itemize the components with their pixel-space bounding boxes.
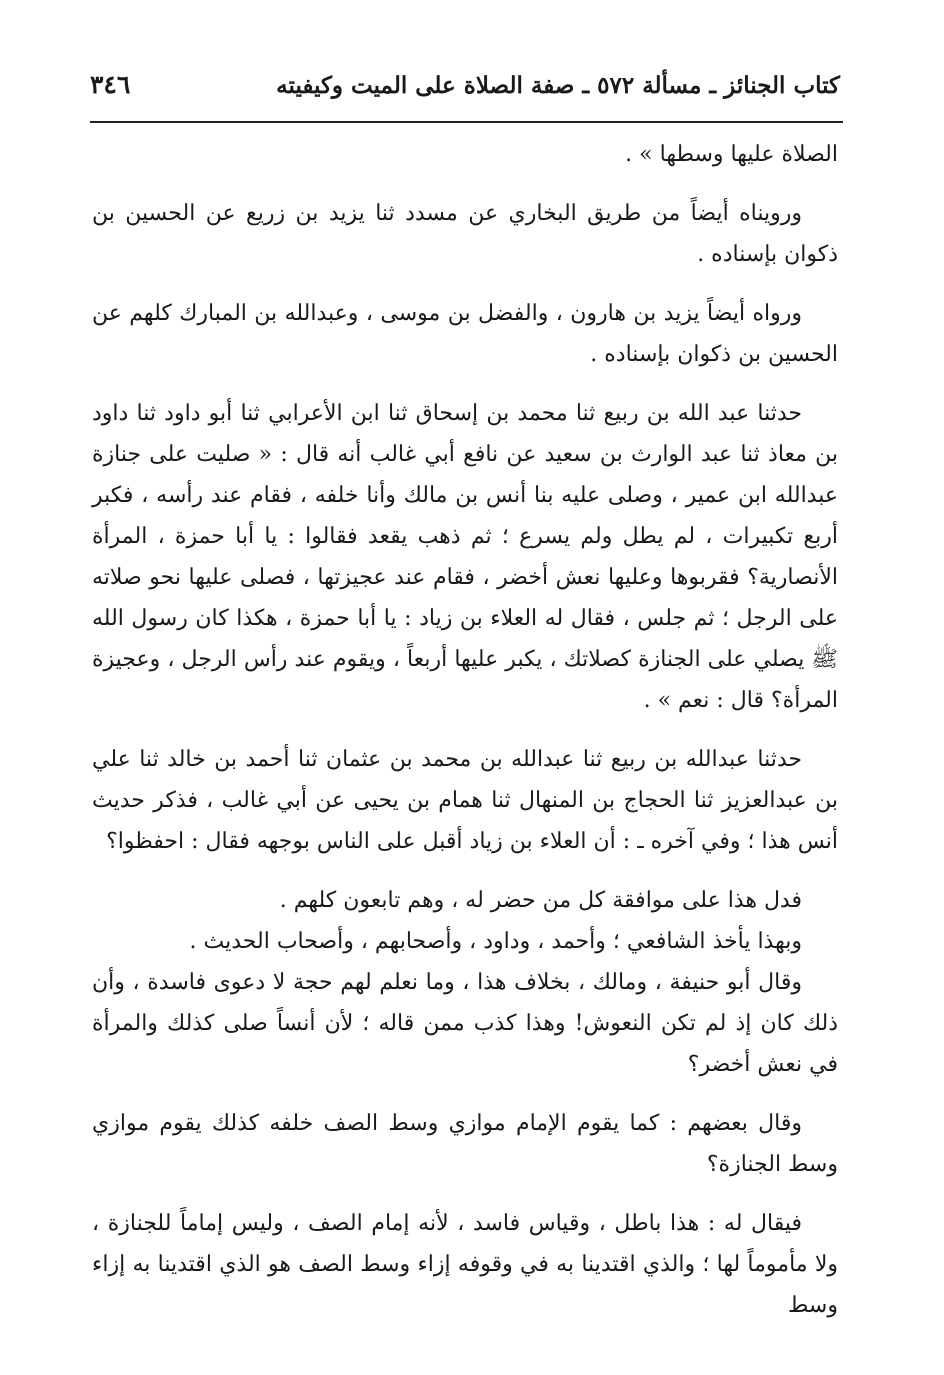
header-divider [90,121,843,123]
paragraph-5: حدثنا عبدالله بن ربيع ثنا عبدالله بن محمد بن عثمان ثنا أحمد بن خالد ثنا علي بن عبدالعزيز ثنا الحجاج بن المنهال ثنا همام بن يحيى عن أبي غالب ، فذكر حديث أنس هذا ؛ وفي آخره ـ : أن العلاء بن زياد أقبل على الناس بوجهه فقال : احفظوا؟ [92,747,838,854]
running-header [90,62,840,114]
paragraph-3: ورواه أيضاً يزيد بن هارون ، والفضل بن موسى ، وعبدالله بن المبارك كلهم عن الحسين بن ذكوان بإسناده . [92,301,838,367]
page-body [92,134,838,1326]
paragraph-8: وقال أبو حنيفة ، ومالك ، بخلاف هذا ، وما نعلم لهم حجة لا دعوى فاسدة ، وأن ذلك كان إذ لم تكن النعوش! وهذا كذب ممن قاله ؛ لأن أنساً صلى كذلك والمرأة في نعش أخضر؟ [92,970,838,1077]
paragraph-4: حدثنا عبد الله بن ربيع ثنا محمد بن إسحاق ثنا ابن الأعرابي ثنا أبو داود ثنا داود بن معاذ ثنا عبد الوارث بن سعيد عن نافع أبي غالب أنه قال : « صليت على جنازة عبدالله ابن عمير ، وصلى عليه بنا أنس بن مالك وأنا خلفه ، فقام عند رأسه ، فكبر أربع تكبيرات ، لم يطل ولم يسرع ؛ ثم ذهب يقعد فقالوا : يا أبا حمزة ، المرأة الأنصارية؟ فقربوها وعليها نعش أخضر ، فقام عند عجيزتها ، فصلى عليها نحو صلاته على الرجل ؛ ثم جلس ، فقال له العلاء بن زياد : يا أبا حمزة ، هكذا كان رسول الله ﷺ يصلي على الجنازة كصلاتك ، يكبر عليها أربعاً ، ويقوم عند رأس الرجل ، وعجيزة المرأة؟ قال : نعم » . [92,401,838,713]
page-number: ٣٤٦ [90,70,131,99]
running-header-title: كتاب الجنائز ـ مسألة ٥٧٢ ـ صفة الصلاة على الميت وكيفيته [276,72,840,99]
paragraph-9: وقال بعضهم : كما يقوم الإمام موازي وسط الصف خلفه كذلك يقوم موازي وسط الجنازة؟ [92,1111,838,1177]
paragraph-1: الصلاة عليها وسطها » . [625,142,838,167]
paragraph-10: فيقال له : هذا باطل ، وقياس فاسد ، لأنه إمام الصف ، وليس إماماً للجنازة ، ولا مأموماً لها ؛ والذي اقتدينا به في وقوفه إزاء وسط الصف هو الذي اقتدينا به إزاء وسط [92,1211,838,1318]
paragraph-2: ورويناه أيضاً من طريق البخاري عن مسدد ثنا يزيد بن زريع عن الحسين بن ذكوان بإسناده . [92,201,838,267]
paragraph-6: فدل هذا على موافقة كل من حضر له ، وهم تابعون كلهم . [279,888,802,913]
paragraph-7: وبهذا يأخذ الشافعي ؛ وأحمد ، وداود ، وأصحابهم ، وأصحاب الحديث . [189,929,802,954]
